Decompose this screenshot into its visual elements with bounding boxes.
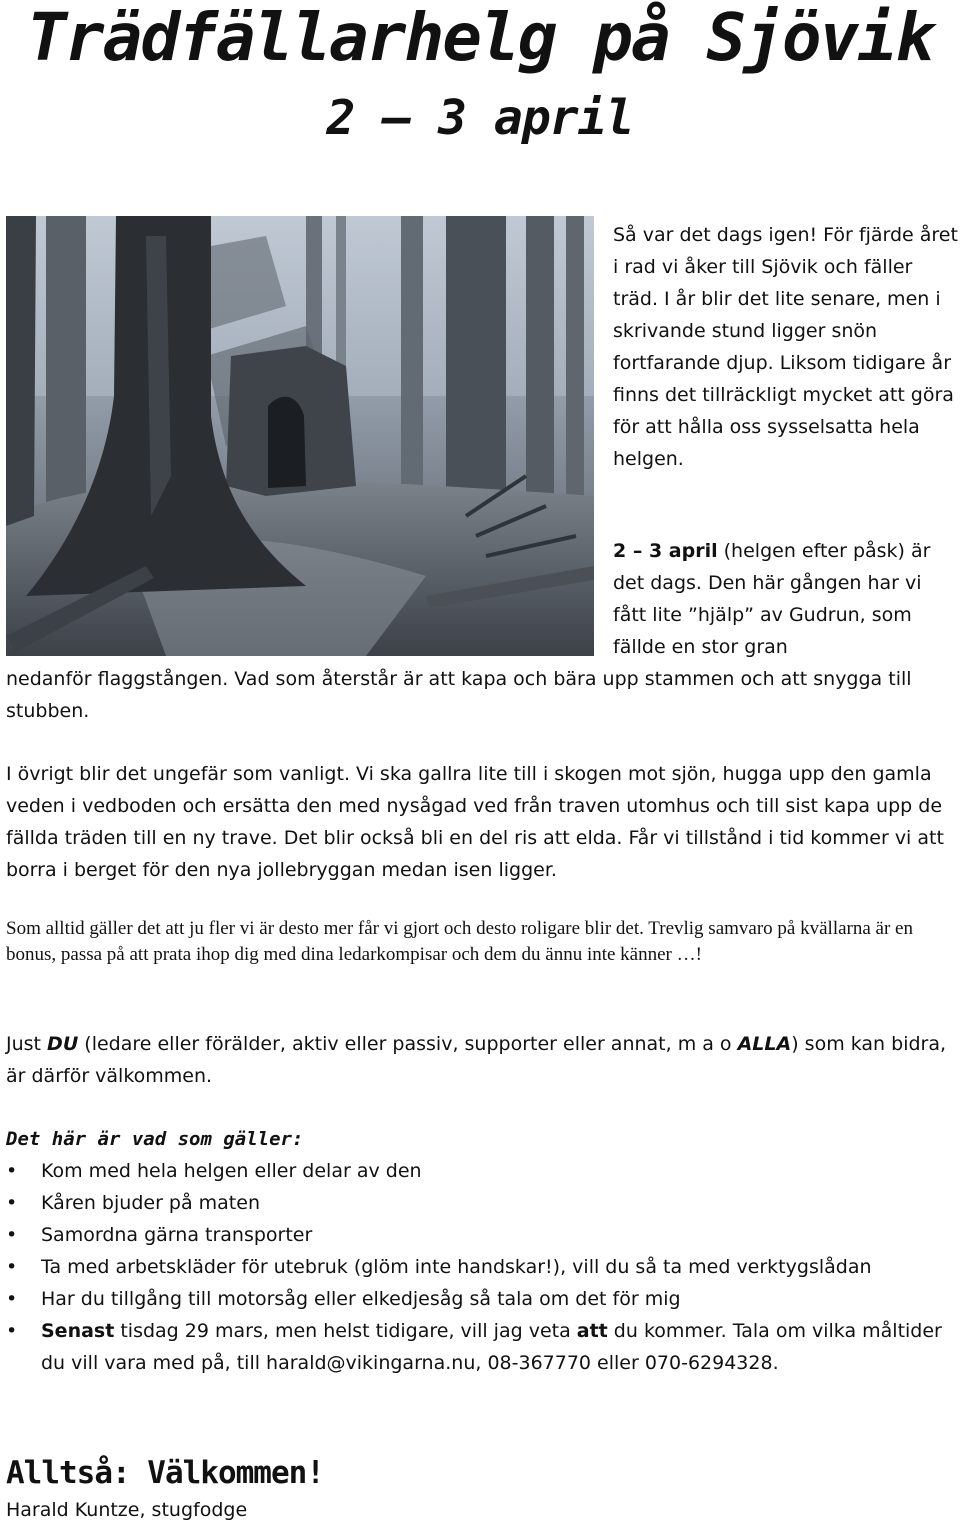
list-item-text — [41, 1320, 942, 1374]
list-item — [6, 1315, 956, 1379]
list-item-text: Samordna gärna transporter — [41, 1224, 313, 1246]
list-item — [6, 1251, 956, 1283]
bullet-icon: • — [6, 1224, 18, 1246]
bullet-icon: • — [6, 1192, 18, 1214]
bullet-icon: • — [6, 1288, 18, 1310]
social-paragraph: Som alltid gäller det att ju fler vi är desto mer får vi gjort och desto roligare blir det. Trevlig samvaro på kvällarna är en bonus, passa på att prata ihop dig med dina ledarkompisar och dem du ännu inte känner …! — [6, 918, 913, 965]
list-item-text: Kåren bjuder på maten — [41, 1192, 260, 1214]
dates-text: (helgen efter påsk) är det dags. Den här gången har vi fått lite ”hjälp” av Gudrun, som fällde en stor gran — [613, 540, 931, 658]
invitation-paragraph — [6, 1028, 956, 1092]
plans-paragraph: I övrigt blir det ungefär som vanligt. Vi ska gallra lite till i skogen mot sjön, hugga upp den gamla veden i vedboden och ersätta den med nysågad ved från traven utomhus och till sist kapa upp de fällda träden till en ny trave. Det blir också bli en del ris att elda. Får vi tillstånd i tid kommer vi att borra i berget för den nya jollebryggan medan isen ligger. — [6, 763, 944, 881]
invitation-du: DU — [47, 1033, 79, 1055]
dates-bold: 2 – 3 april — [613, 540, 718, 562]
bullet-icon: • — [6, 1256, 18, 1278]
list-item — [6, 1283, 956, 1315]
invitation-suffix: ) som kan bidra, är därför välkommen. — [6, 1033, 947, 1087]
list-item-text: Har du tillgång till motorsåg eller elkedjesåg så tala om det för mig — [41, 1288, 681, 1310]
forest-photo — [6, 216, 594, 656]
signature: Harald Kuntze, stugfodge — [6, 1499, 248, 1521]
intro-paragraph: Så var det dags igen! För fjärde året i rad vi åker till Sjövik och fäller träd. I år blir det lite senare, men i skrivande stund ligger snön fortfarande djup. Liksom tidigare år finns det tillräckligt mycket att göra för att hålla oss sysselsatta hela helgen. — [613, 224, 958, 470]
invitation-alla: ALLA — [737, 1033, 792, 1055]
bullet-icon: • — [6, 1160, 18, 1182]
page-subtitle-dates: 2 – 3 april — [326, 90, 634, 146]
list-item — [6, 1219, 956, 1251]
contact-text: du kommer. Tala om vilka måltider du vill vara med på, till harald@vikingarna.nu, 08-367770 eller 070-6294328. — [41, 1320, 942, 1374]
dates-paragraph — [613, 535, 958, 663]
rules-heading: Det här är vad som gäller: — [6, 1128, 304, 1150]
rules-list — [6, 1155, 956, 1379]
page-title: Trädfällarhelg på Sjövik — [27, 0, 933, 76]
list-item — [6, 1187, 956, 1219]
bullet-icon: • — [6, 1320, 18, 1342]
welcome-heading: Alltså: Välkommen! — [6, 1455, 324, 1491]
list-item-text: Kom med hela helgen eller delar av den — [41, 1160, 422, 1182]
dates-paragraph-continued: nedanför flaggstången. Vad som återstår är att kapa och bära upp stammen och att snygga till stubben. — [6, 668, 912, 722]
invitation-middle: (ledare eller förälder, aktiv eller passiv, supporter eller annat, m a o — [78, 1033, 738, 1055]
deadline-text: tisdag 29 mars, men helst tidigare, vill jag veta — [114, 1320, 577, 1342]
list-item — [6, 1155, 956, 1187]
list-item-text: Ta med arbetskläder för utebruk (glöm inte handskar!), vill du så ta med verktygslådan — [41, 1256, 872, 1278]
deadline-bold: Senast — [41, 1320, 115, 1342]
invitation-prefix: Just — [6, 1033, 48, 1055]
att-bold: att — [576, 1320, 608, 1342]
